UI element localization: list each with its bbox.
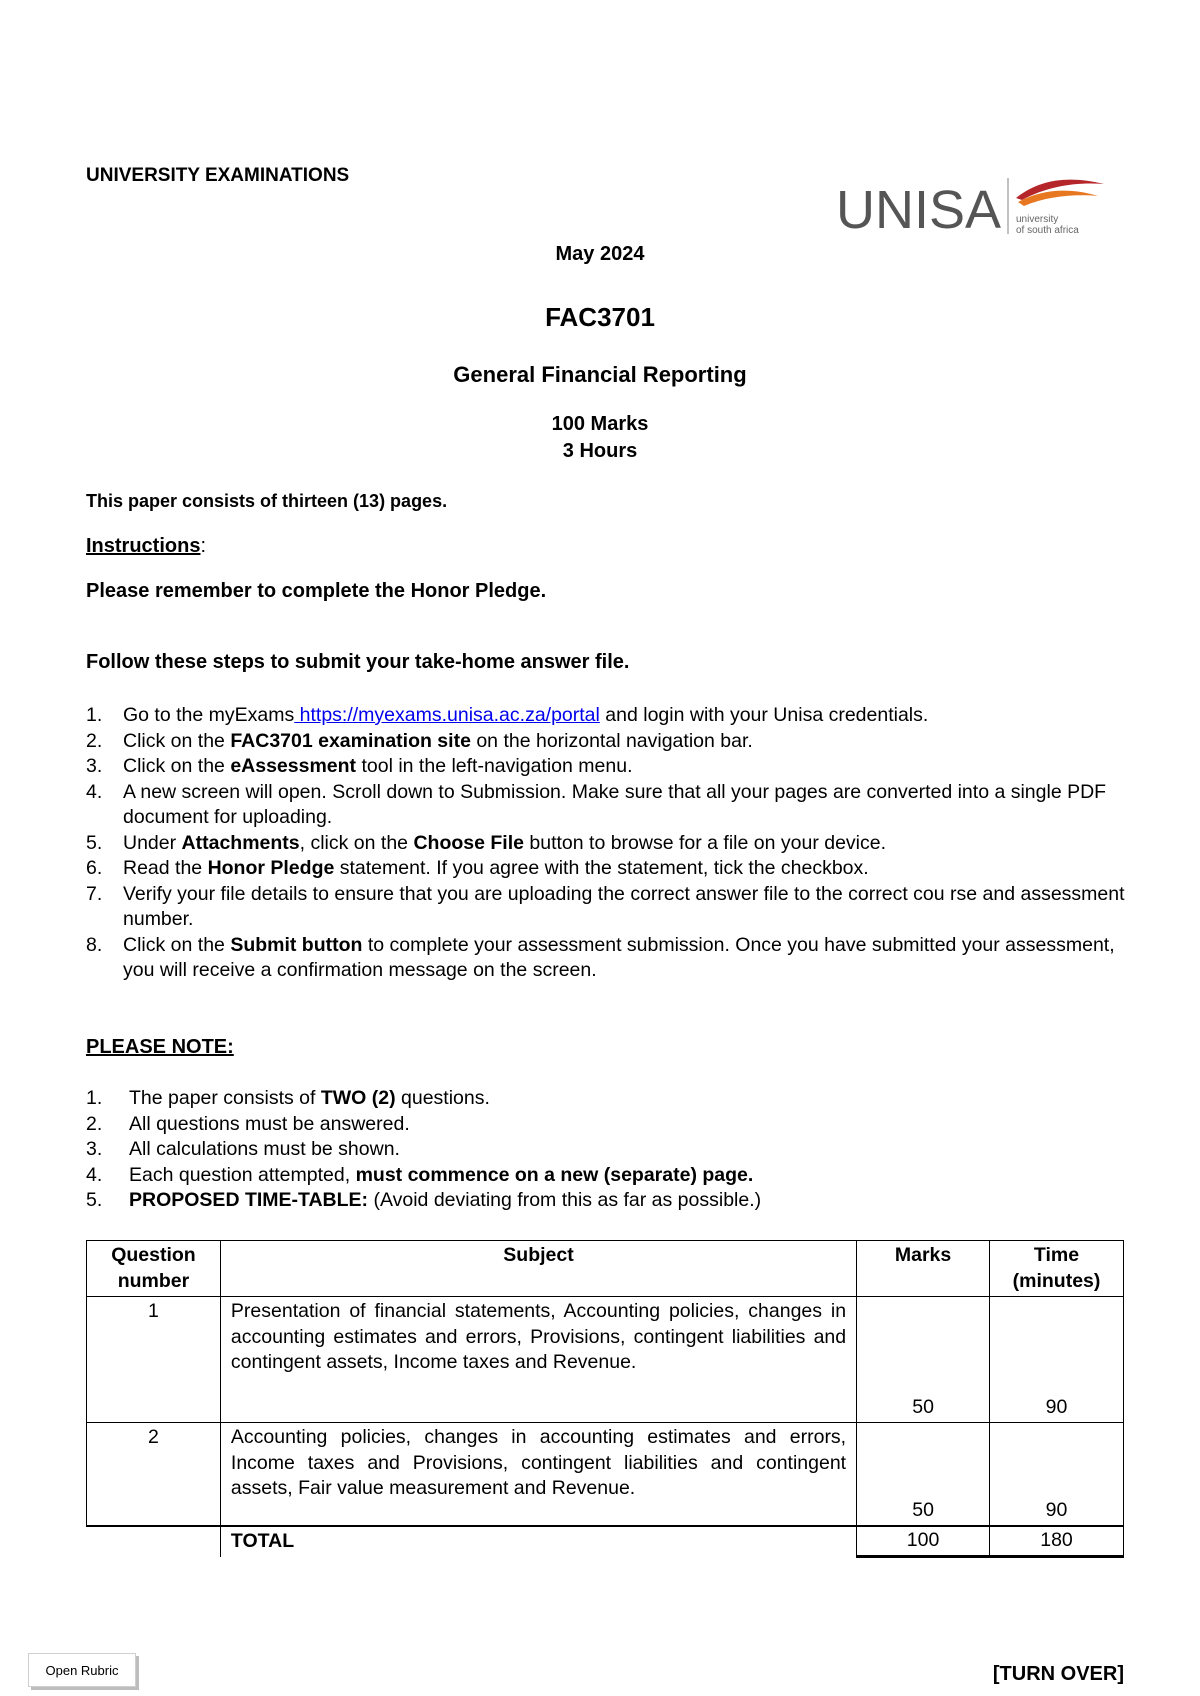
proposed-timetable [86,1240,1124,1558]
open-rubric-button[interactable]: Open Rubric [28,1653,136,1687]
header-marks: Marks [857,1241,990,1297]
honor-pledge-reminder: Please remember to complete the Honor Pledge. [86,580,547,602]
question-number: 2 [87,1423,221,1527]
header-time: Time (minutes) [990,1241,1124,1297]
instructions-colon: : [200,535,207,557]
unisa-logo [836,176,1106,238]
instructions-heading-text: Instructions [86,535,201,557]
question-time: 90 [990,1297,1124,1423]
list-item: 8. Click on the Submit button to complete your assessment submission. Once you have submitted your assessment, you will receive a confirmation message on the screen. [86,933,1115,981]
question-number: 1 [87,1297,221,1423]
question-marks: 50 [857,1297,990,1423]
list-item: 4. Each question attempted, must commence on a new (separate) page. [86,1163,754,1186]
course-name: General Financial Reporting [453,362,747,387]
list-item: 7. Verify your file details to ensure that you are uploading the correct answer file to the correct cou rse and assessment number. [86,882,1125,930]
list-item: 5. Under Attachments, click on the Choose File button to browse for a file on your device. [86,831,887,854]
total-marks-cell: 100 [857,1526,990,1557]
table-total-row [87,1526,1124,1557]
total-marks: 100 Marks [551,413,649,435]
myexams-portal-link[interactable]: https://myexams.unisa.ac.za/portal [294,704,600,726]
question-marks: 50 [857,1423,990,1527]
question-time: 90 [990,1423,1124,1527]
table-row [87,1297,1124,1423]
course-code: FAC3701 [545,302,655,332]
list-item: 1. Go to the myExams https://myexams.unisa.ac.za/portal and login with your Unisa credentials. [86,704,929,726]
question-subject: Presentation of financial statements, Accounting policies, changes in accounting estimates and errors, Provisions, contingent liabilities and contingent assets, Income taxes and Revenue. [220,1297,856,1423]
total-time-cell: 180 [990,1526,1124,1557]
question-subject: Accounting policies, changes in accounting estimates and errors, Income taxes and Provisions, contingent liabilities and contingent assets, Fair value measurement and Revenue. [220,1423,856,1527]
submission-steps-list [86,703,1136,984]
instructions-heading [86,535,206,558]
please-note-heading: PLEASE NOTE: [86,1036,234,1058]
list-item: 1. The paper consists of TWO (2) questions. [86,1087,490,1109]
exam-date: May 2024 [555,243,645,265]
unisa-logo-graphic [836,176,1106,238]
logo-tagline-1: university [1016,214,1059,225]
header-subject: Subject [220,1241,856,1297]
list-item: 4. A new screen will open. Scroll down to Submission. Make sure that all your pages are converted into a single PDF document for uploading. [86,780,1107,828]
list-item: 6. Read the Honor Pledge statement. If you agree with the statement, tick the checkbox. [86,857,869,879]
please-note-list [86,1086,1136,1214]
submission-steps-heading: Follow these steps to submit your take-home answer file. [86,651,630,673]
table-row [87,1423,1124,1527]
university-examinations-heading: UNIVERSITY EXAMINATIONS [86,165,350,186]
header-question-number: Question number [87,1241,221,1297]
logo-tagline-2: of south africa [1016,225,1079,236]
page-count-note: This paper consists of thirteen (13) pages. [86,491,448,511]
turn-over-label: [TURN OVER] [992,1663,1124,1685]
logo-wordmark: UNISA [836,180,1002,238]
exam-duration: 3 Hours [562,440,638,462]
table-header-row [87,1241,1124,1297]
list-item: 2. All questions must be answered. [86,1112,410,1135]
list-item: 3. All calculations must be shown. [86,1138,400,1160]
list-item: 2. Click on the FAC3701 examination site on the horizontal navigation bar. [86,729,753,752]
total-label: TOTAL [220,1526,856,1557]
list-item: 5. PROPOSED TIME-TABLE: (Avoid deviating from this as far as possible.) [86,1189,762,1211]
list-item: 3. Click on the eAssessment tool in the left-navigation menu. [86,755,633,777]
